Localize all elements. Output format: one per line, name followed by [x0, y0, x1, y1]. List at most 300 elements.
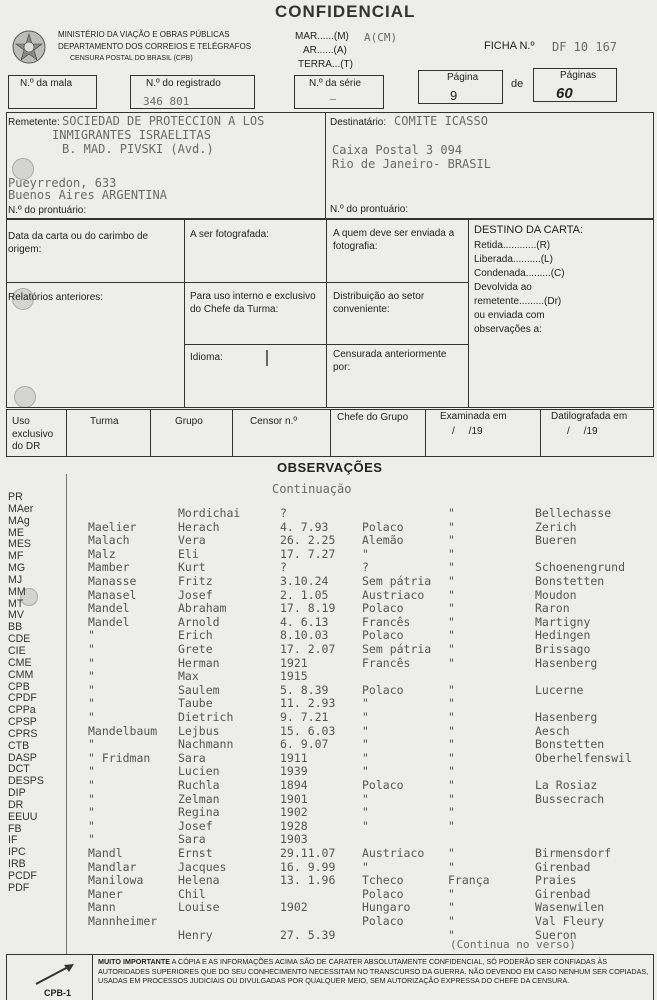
distribution-code: MAg: [8, 514, 30, 527]
nationality-cell: Polaco: [362, 682, 404, 697]
surname-cell: Manasel: [88, 587, 137, 602]
first-name-cell: Josef: [178, 818, 213, 833]
first-name-cell: Jacques: [178, 859, 227, 874]
ditto-cell: ": [448, 519, 455, 534]
idioma-label: Idioma:: [190, 352, 223, 363]
nationality-cell: Polaco: [362, 778, 404, 792]
distribution-code: IRB: [8, 858, 26, 871]
surname-cell: ": [88, 818, 95, 833]
observacoes-title: OBSERVAÇÕES: [277, 460, 383, 475]
first-name-cell: Lucien: [178, 764, 220, 779]
serie-label: N.º da série: [309, 78, 362, 89]
surname-cell: ": [88, 764, 95, 779]
distribution-code: IF: [8, 834, 18, 847]
surname-cell: Mamber: [88, 560, 130, 575]
ficha-label: FICHA N.º: [484, 40, 535, 52]
dr-censor-label: Censor n.º: [250, 416, 298, 427]
first-name-cell: Taube: [178, 696, 213, 711]
ministry-name: MINISTÉRIO DA VIAÇÃO E OBRAS PÚBLICAS: [58, 30, 230, 39]
surname-cell: Mannheimer: [88, 914, 158, 928]
continuacao-label: Continuação: [272, 482, 352, 496]
ditto-cell: ": [448, 723, 455, 738]
destino-retida: Retida............(R): [474, 240, 551, 251]
birth-date-cell: 27. 5.39: [280, 927, 336, 942]
sender-line-5: Buenos Aires ARGENTINA: [8, 188, 167, 202]
first-name-cell: Ruchla: [178, 778, 220, 792]
route-mar: MAR......(M): [295, 31, 349, 42]
birth-date-cell: 13. 1.96: [280, 873, 336, 888]
birth-date-cell: ?: [280, 506, 287, 520]
sender-line-1: SOCIEDAD DE PROTECCION A LOS: [62, 114, 265, 128]
ditto-cell: ": [448, 682, 455, 697]
birth-date-cell: 9. 7.21: [280, 710, 329, 724]
distribution-code: CME: [8, 656, 32, 669]
birth-date-cell: 1911: [280, 750, 308, 765]
surname-cell: Mandlar: [88, 859, 137, 874]
first-name-cell: Sara: [178, 750, 206, 765]
surname-cell: Mann: [88, 900, 116, 915]
ditto-cell: ": [448, 560, 455, 575]
ditto-cell: ": [448, 818, 455, 833]
place-cell: Zerich: [535, 519, 577, 534]
ditto-cell: ": [448, 587, 455, 602]
ditto-cell: ": [448, 546, 455, 561]
place-cell: Birmensdorf: [535, 846, 612, 860]
recipient-line-3: Rio de Janeiro- BRASIL: [332, 157, 491, 171]
ditto-cell: ": [448, 927, 455, 942]
censorship-name: CENSURA POSTAL DO BRASIL (CPB): [70, 55, 193, 62]
surname-cell: ": [88, 655, 95, 670]
nationality-cell: Polaco: [362, 519, 404, 534]
table-row: [0, 832, 657, 846]
data-carta-label: Data da carta ou do carimbo de origem:: [8, 231, 149, 255]
distribution-code: MM: [8, 585, 26, 598]
table-row: [0, 710, 657, 724]
destino-title: DESTINO DA CARTA:: [474, 224, 584, 236]
nationality-cell: Austriaco: [362, 846, 425, 860]
idioma-mark: [266, 350, 268, 366]
place-cell: Martigny: [535, 614, 591, 629]
place-cell: Bonstetten: [535, 737, 605, 752]
ditto-cell: ": [448, 601, 455, 616]
surname-cell: Mandelbaum: [88, 723, 158, 738]
route-ar: AR......(A): [303, 45, 347, 56]
birth-date-cell: 1901: [280, 791, 308, 806]
distribution-code: MT: [8, 597, 24, 610]
table-row: [0, 819, 657, 833]
dr-chefe-label: Chefe do Grupo: [337, 412, 409, 423]
place-cell: Girenbad: [535, 859, 591, 874]
nationality-cell: Polaco: [362, 886, 404, 901]
distribution-code: PCDF: [8, 870, 37, 882]
department-name: DEPARTAMENTO DOS CORREIOS E TELÉGRAFOS: [58, 42, 252, 51]
surname-cell: ": [88, 832, 95, 847]
distribution-code: ME: [8, 526, 24, 539]
place-cell: Hasenberg: [535, 710, 598, 724]
surname-cell: ": [88, 696, 95, 711]
grid-line: [6, 282, 468, 283]
first-name-cell: Dietrich: [178, 710, 234, 724]
paginas-value: 60: [556, 85, 573, 102]
place-cell: Wasenwilen: [535, 900, 605, 915]
ficha-number: DF 10 167: [552, 40, 618, 54]
censurada-label: Censurada anteriormente por:: [333, 349, 447, 373]
first-name-cell: Mordichai: [178, 506, 241, 520]
registro-value: 346 801: [143, 95, 190, 108]
notice-text: A CÓPIA E AS INFORMAÇÕES ACIMA SÃO DE CARATER ABSOLUTAMENTE CONFIDENCIAL, SÓ PODERÃO SER CONFIADAS ÀS AUTORIDADES SUPERIORES QUE DO SEU CONHECIMENTO NECESSITAM NO TRANSCURSO DA GUERRA. NÃO DEVENDO EM CASO NENHUM SER COPIADAS, USADAS EM PROCESSOS JUDICIAIS OU DIVULGADAS POR QUALQUER MEIO, SEM AUTORIZAÇÃO EXPRESSA DO CHEFE DA CENSURA.: [98, 957, 649, 986]
nationality-cell: ": [362, 791, 369, 806]
distribuicao-label: Distribuição ao setor conveniente:: [333, 291, 425, 315]
table-row: [0, 792, 657, 806]
nationality-cell: ": [362, 737, 369, 752]
distribution-code: CPRS: [8, 727, 38, 740]
dr-datilografada-label: Datilografada em: [551, 411, 628, 422]
table-row: [0, 502, 657, 520]
destino-liberada: Liberada..........(L): [474, 254, 553, 265]
distribution-code: PDF: [8, 881, 30, 894]
sender-line-2: INMIGRANTES ISRAELITAS: [52, 128, 211, 142]
first-name-cell: Louise: [178, 900, 220, 915]
table-row: [0, 887, 657, 901]
confidentiality-notice: [98, 957, 650, 986]
place-cell: Girenbad: [535, 886, 591, 901]
quem-enviada-label: A quem deve ser enviada a fotografia:: [333, 228, 455, 252]
nationality-cell: ": [362, 805, 369, 820]
ditto-cell: ": [448, 846, 455, 860]
dr-uso-label: Uso exclusivo do DR: [12, 416, 54, 452]
surname-cell: Manilowa: [88, 873, 144, 888]
destino-condenada: Condenada.........(C): [474, 268, 565, 279]
table-row: [0, 860, 657, 874]
ditto-cell: ": [448, 655, 455, 670]
nationality-cell: ": [362, 818, 369, 833]
sender-prontuario-label: N.º do prontuário:: [8, 205, 87, 216]
sender-label: Remetente:: [8, 117, 60, 128]
nationality-cell: ": [362, 859, 369, 874]
dr-turma-label: Turma: [90, 416, 119, 427]
surname-cell: Maner: [88, 886, 123, 901]
table-row: [0, 642, 657, 656]
first-name-cell: Nachmann: [178, 737, 234, 752]
birth-date-cell: 4. 7.93: [280, 519, 329, 534]
distribution-code: DCT: [8, 763, 30, 776]
paginas-label: Páginas: [560, 70, 597, 81]
surname-cell: Manasse: [88, 574, 137, 588]
distribution-code: IPC: [8, 846, 26, 859]
first-name-cell: Saulem: [178, 682, 220, 697]
distribution-code: MF: [8, 550, 24, 563]
registro-label: N.º do registrado: [146, 78, 221, 89]
birth-date-cell: 1915: [280, 669, 308, 684]
distribution-code: MAer: [8, 502, 34, 515]
nationality-cell: Francês: [362, 614, 411, 629]
first-name-cell: Abraham: [178, 601, 227, 616]
birth-date-cell: 17. 7.27: [280, 546, 336, 561]
place-cell: Bussecrach: [535, 791, 605, 806]
birth-date-cell: 29.11.07: [280, 846, 336, 860]
table-row: [0, 724, 657, 738]
place-cell: Lucerne: [535, 682, 584, 697]
distribution-code: MJ: [8, 573, 23, 586]
ditto-cell: ": [448, 778, 455, 792]
nationality-cell: Austriaco: [362, 587, 425, 602]
birth-date-cell: 6. 9.07: [280, 737, 329, 752]
surname-cell: Malz: [88, 546, 116, 561]
surname-cell: ": [88, 778, 95, 792]
stamp-label: CPB-1: [44, 988, 72, 998]
birth-date-cell: 8.10.03: [280, 628, 329, 643]
nationality-cell: ": [362, 696, 369, 711]
grid-line: [540, 409, 541, 457]
table-row: [0, 669, 657, 683]
place-cell: La Rosiaz: [535, 778, 598, 792]
surname-cell: Mandel: [88, 601, 130, 616]
table-row: [0, 574, 657, 588]
surname-cell: ": [88, 805, 95, 820]
table-row: [0, 805, 657, 819]
distribution-code: CIE: [8, 644, 26, 657]
table-row: [0, 737, 657, 751]
distribution-code: CPPa: [8, 704, 36, 717]
route-terra: TERRA...(T): [298, 59, 353, 70]
ditto-cell: ": [448, 750, 455, 765]
distribution-code: MG: [8, 562, 26, 575]
birth-date-cell: 11. 2.93: [280, 696, 336, 711]
first-name-cell: Grete: [178, 642, 213, 656]
place-cell: Raron: [535, 601, 570, 616]
table-row: [0, 547, 657, 561]
grid-line: [184, 344, 468, 345]
pagina-value: 9: [450, 88, 458, 103]
continues-note: (Continua no verso): [450, 938, 576, 951]
first-name-cell: Herman: [178, 655, 220, 670]
nationality-cell: ": [362, 750, 369, 765]
distribution-code: PR: [8, 491, 23, 503]
serie-value: —: [330, 94, 337, 105]
place-cell: Bellechasse: [535, 506, 612, 520]
surname-cell: ": [88, 737, 95, 752]
recipient-label: Destinatário:: [330, 117, 387, 128]
first-name-cell: Max: [178, 669, 199, 684]
birth-date-cell: 1903: [280, 832, 308, 847]
distribution-code: DESPS: [8, 775, 44, 788]
table-row: [0, 533, 657, 547]
dr-examinada-date: / /19: [452, 426, 483, 437]
place-cell: Oberhelfenswil: [535, 750, 632, 765]
grid-line: [425, 409, 426, 457]
first-name-cell: Regina: [178, 805, 220, 820]
place-cell: Hedingen: [535, 628, 591, 643]
table-row: [0, 585, 657, 602]
distribution-code: DASP: [8, 751, 37, 764]
table-row: [0, 628, 657, 642]
nationality-cell: Polaco: [362, 601, 404, 616]
destino-ou-enviada: ou enviada com: [474, 310, 545, 321]
birth-date-cell: 1902: [280, 805, 308, 820]
grid-line: [330, 409, 331, 457]
place-cell: Bueren: [535, 533, 577, 548]
first-name-cell: Fritz: [178, 574, 213, 588]
nationality-cell: ": [362, 764, 369, 779]
coat-of-arms-icon: [10, 28, 48, 66]
birth-date-cell: 16. 9.99: [280, 859, 336, 874]
ditto-cell: ": [448, 886, 455, 901]
nationality-cell: Sem pátria: [362, 574, 432, 588]
surname-cell: ": [88, 710, 95, 724]
nationality-cell: Tcheco: [362, 873, 404, 888]
table-row: [0, 680, 657, 697]
sender-line-3: B. MAD. PIVSKI (Avd.): [62, 142, 214, 156]
destino-observacoes: observações a:: [474, 324, 542, 335]
uso-interno-label: Para uso interno e exclusivo do Chefe da Turma:: [190, 291, 316, 315]
place-cell: Brissago: [535, 642, 591, 656]
table-row: [0, 656, 657, 670]
grid-line: [92, 954, 93, 1000]
birth-date-cell: 17. 8.19: [280, 601, 336, 616]
notice-lead: MUITO IMPORTANTE: [98, 957, 171, 966]
first-name-cell: Kurt: [178, 560, 206, 575]
place-cell: Val Fleury: [535, 914, 605, 928]
place-cell: Praies: [535, 873, 577, 888]
ditto-cell: ": [448, 914, 455, 928]
nationality-cell: Sem pátria: [362, 642, 432, 656]
table-row: [0, 914, 657, 928]
page-title: CONFIDENCIAL: [275, 2, 416, 21]
ditto-cell: ": [448, 614, 455, 629]
birth-date-cell: ?: [280, 560, 287, 575]
surname-cell: ": [88, 669, 95, 684]
birth-date-cell: 4. 6.13: [280, 614, 329, 629]
place-cell: Moudon: [535, 587, 577, 602]
table-row: [0, 520, 657, 534]
ditto-cell: ": [448, 764, 455, 779]
first-name-cell: Arnold: [178, 614, 220, 629]
mala-label: N.º da mala: [20, 78, 73, 89]
nationality-cell: ": [362, 546, 369, 561]
route-typed-value: A(CM): [364, 31, 398, 44]
birth-date-cell: 3.10.24: [280, 574, 329, 588]
nationality-cell: ?: [362, 560, 369, 575]
distribution-code: CMM: [8, 668, 34, 681]
distribution-code: CPSP: [8, 716, 37, 729]
ditto-cell: França: [448, 873, 490, 888]
grid-line: [326, 218, 327, 408]
distribution-code: DR: [8, 798, 24, 811]
distribution-code: FB: [8, 822, 22, 835]
first-name-cell: Zelman: [178, 791, 220, 806]
birth-date-cell: 1939: [280, 764, 308, 779]
surname-cell: " Fridman: [88, 750, 151, 765]
nationality-cell: Francês: [362, 655, 411, 670]
distribution-code: CPB: [8, 680, 30, 693]
dr-grupo-label: Grupo: [175, 416, 203, 427]
surname-cell: ": [88, 682, 95, 697]
place-cell: Hasenberg: [535, 655, 598, 670]
destino-remetente: remetente.........(Dr): [474, 296, 562, 307]
recipient-prontuario-label: N.º do prontuário:: [330, 204, 409, 215]
birth-date-cell: 15. 6.03: [280, 723, 336, 738]
birth-date-cell: 17. 2.07: [280, 642, 336, 656]
distribution-code: CTB: [8, 739, 30, 752]
table-row: [0, 900, 657, 914]
arrow-stamp-icon: [30, 962, 78, 988]
place-cell: Aesch: [535, 723, 570, 738]
pagina-label: Página: [447, 72, 479, 83]
dr-examinada-label: Examinada em: [440, 411, 507, 422]
first-name-cell: Ernst: [178, 846, 213, 860]
distribution-code: DIP: [8, 787, 26, 800]
recipient-line-1: COMITE ICASSO: [394, 114, 488, 128]
first-name-cell: Josef: [178, 587, 213, 602]
place-cell: Bonstetten: [535, 574, 605, 588]
grid-line: [468, 218, 469, 408]
distribution-code: EEUU: [8, 810, 38, 823]
sender-line-4: Pueyrredon, 633: [8, 176, 117, 190]
birth-date-cell: 26. 2.25: [280, 533, 336, 548]
ditto-cell: ": [448, 710, 455, 724]
ditto-cell: ": [448, 642, 455, 656]
nationality-cell: ": [362, 710, 369, 724]
birth-date-cell: 1902: [280, 900, 308, 915]
ditto-cell: ": [448, 533, 455, 548]
table-row: [0, 560, 657, 574]
grid-line: [150, 409, 151, 457]
ditto-cell: ": [448, 859, 455, 874]
distribution-code: CDE: [8, 633, 31, 646]
surname-cell: Malach: [88, 533, 130, 548]
birth-date-cell: 1894: [280, 778, 308, 792]
first-name-cell: Erich: [178, 628, 213, 643]
surname-cell: Mandel: [88, 614, 130, 629]
nationality-cell: Polaco: [362, 628, 404, 643]
surname-cell: ": [88, 791, 95, 806]
grid-line: [184, 218, 185, 408]
ditto-cell: ": [448, 574, 455, 588]
ditto-cell: ": [448, 805, 455, 820]
surname-cell: Maelier: [88, 519, 137, 534]
birth-date-cell: 1921: [280, 655, 308, 670]
surname-cell: ": [88, 628, 95, 643]
birth-date-cell: 5. 8.39: [280, 682, 329, 697]
dr-datilografada-date: / /19: [567, 426, 598, 437]
table-row: [0, 775, 657, 792]
nationality-cell: Hungaro: [362, 900, 411, 915]
nationality-cell: Alemão: [362, 533, 404, 548]
ditto-cell: ": [448, 628, 455, 643]
nationality-cell: ": [362, 723, 369, 738]
first-name-cell: Herach: [178, 519, 220, 534]
ditto-cell: ": [448, 506, 455, 520]
table-row: [0, 696, 657, 710]
distribution-code: MES: [8, 538, 31, 551]
first-name-cell: Eli: [178, 546, 199, 561]
distribution-code: BB: [8, 621, 23, 634]
ditto-cell: ": [448, 900, 455, 915]
surname-cell: Mandl: [88, 846, 123, 860]
ditto-cell: ": [448, 737, 455, 752]
place-cell: Schoenengrund: [535, 560, 626, 575]
address-divider: [325, 112, 326, 220]
table-row: [0, 615, 657, 629]
surname-cell: ": [88, 642, 95, 656]
table-row: [0, 751, 657, 765]
relatorios-label: Relatórios anteriores:: [8, 292, 104, 303]
ditto-cell: ": [448, 696, 455, 711]
table-row: [0, 764, 657, 778]
grid-line: [66, 409, 67, 457]
ditto-cell: ": [448, 791, 455, 806]
distribution-code: CPDF: [8, 692, 37, 705]
